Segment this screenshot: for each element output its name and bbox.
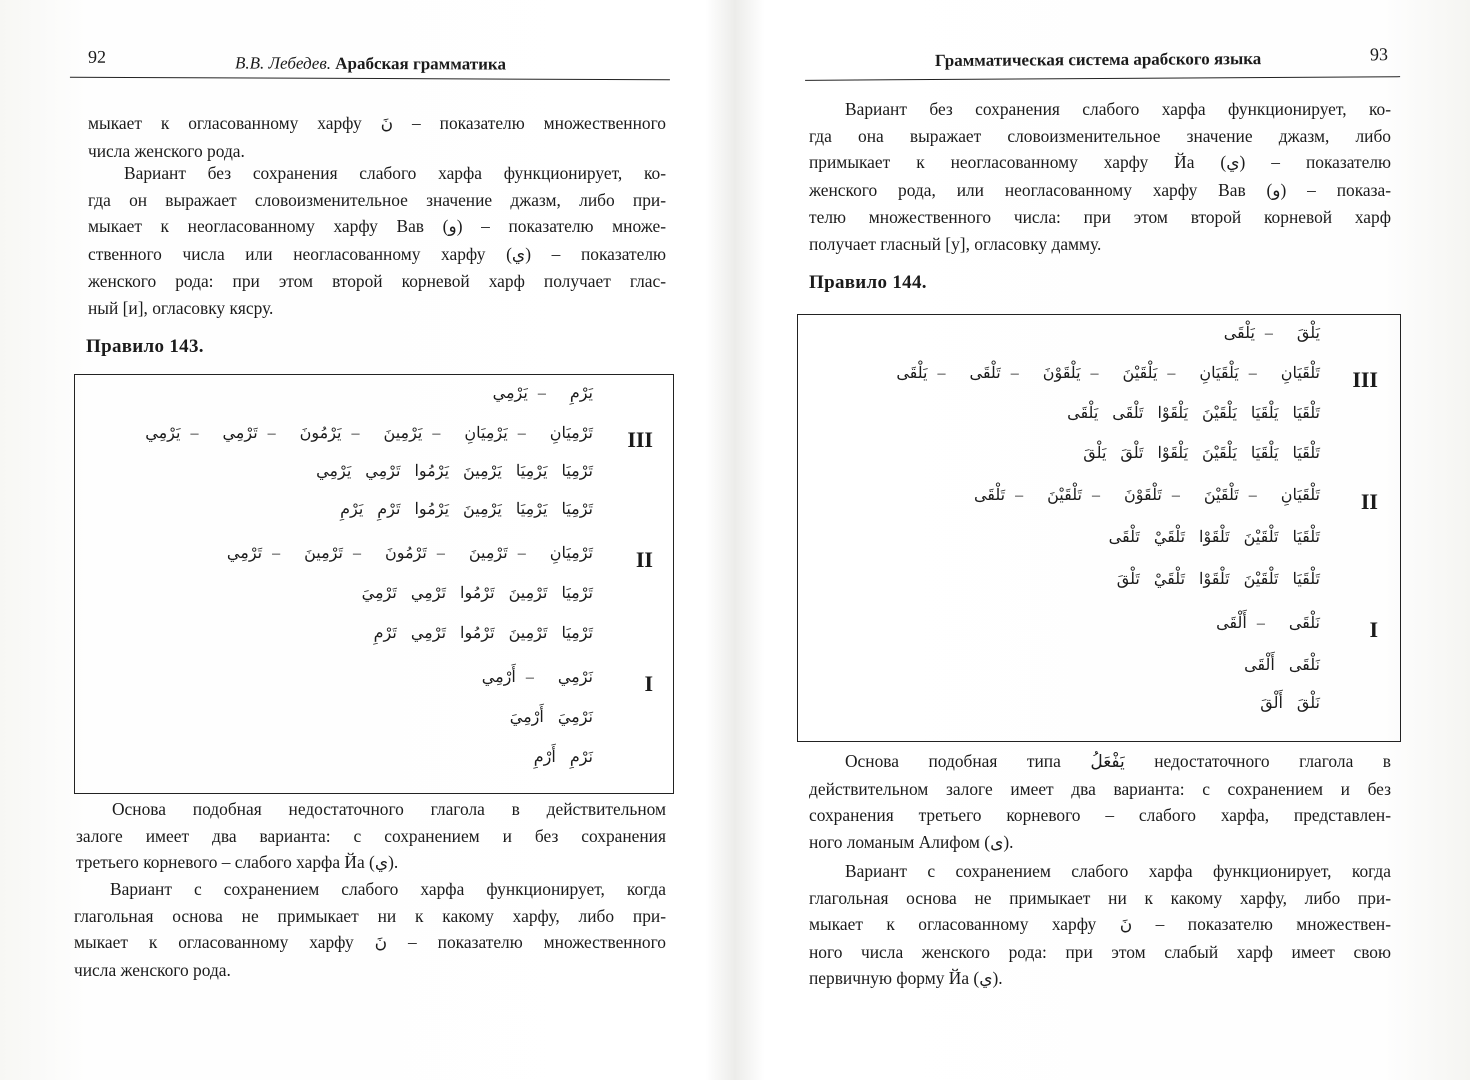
header-author: В.В. Лебедев. (234, 53, 332, 73)
text-run: гда она выражает словоизменительное значение джазм, либо (809, 125, 1391, 146)
verb-form: تَلْقَى (973, 487, 1006, 504)
left-page (70, 0, 670, 1080)
dash: – (352, 545, 361, 562)
verb-form: تَرْمِينَ (304, 545, 343, 562)
person-label: II (1360, 489, 1378, 514)
text-line (809, 829, 1391, 857)
text-run: Вариант с сохранением слабого харфа функционирует, когда (110, 879, 666, 899)
verb-form: تَرْمِيَا (561, 625, 593, 642)
verb-form: تَرْمِيَانِ (549, 425, 593, 442)
text-run: Вариант без сохранения слабого харфа функционирует, ко- (124, 163, 666, 183)
verb-form: تَلْقَيْ (1153, 571, 1186, 588)
paradigm-row (1069, 443, 1320, 463)
dash: – (1167, 365, 1176, 382)
verb-form: تَلْقَوْا (1199, 571, 1230, 588)
verb-form: يَرْمِينَ (463, 463, 502, 480)
dash: – (432, 425, 441, 442)
verb-form: تَرْمُونَ (384, 545, 427, 562)
paradigm-row (1202, 613, 1320, 633)
dash: – (1248, 365, 1257, 382)
text-run: числа женского рода. (88, 140, 245, 161)
verb-form: أَلْقَى (1244, 657, 1275, 674)
text-line (88, 160, 666, 187)
dash: – (525, 669, 534, 686)
text-run: Вариант без сохранения слабого харфа функционирует, ко- (845, 99, 1391, 119)
text-run: – показателю множествен- (1132, 914, 1392, 934)
dash: – (517, 425, 526, 442)
text-run: третьего корневого – слабого харфа Йа ( (76, 852, 375, 872)
verb-form: أَلْقَى (1216, 615, 1247, 632)
text-run: глагольная основа не примыкает ни к какому харфу, либо при- (74, 905, 666, 926)
verb-form: تَرْمِينَ (508, 585, 548, 602)
verb-form: يَلْقَ (1083, 445, 1107, 462)
paradigm-row (326, 499, 593, 519)
verb-form: يَرْمِ (569, 385, 593, 402)
text-line (809, 965, 1391, 993)
arabic-insert: ي (1226, 153, 1240, 173)
text-run: Основа подобная недостаточного глагола в действительном (112, 799, 666, 819)
text-run: ). (992, 968, 1003, 988)
text-line (809, 911, 1391, 939)
text-run: женского рода: при этом второй корневой харф получает глас- (88, 271, 666, 291)
verb-form: تَرْمُوا (460, 625, 495, 642)
verb-form: تَرْمِينَ (508, 625, 548, 642)
verb-form: تَلْقَيْ (1153, 529, 1186, 546)
arabic-insert: نَ (374, 933, 388, 953)
dash: – (1090, 365, 1099, 382)
rule-144-title: Правило 144. (809, 272, 927, 293)
text-line (809, 149, 1391, 177)
right-para-1 (809, 96, 1391, 257)
verb-form: يَلْقَ (1296, 325, 1320, 342)
arabic-insert: نَ (380, 114, 394, 134)
dash: – (190, 425, 199, 442)
arabic-insert: ي (979, 969, 993, 989)
verb-form: تَرْمِي (410, 625, 447, 642)
right-running-header (805, 42, 1400, 81)
text-run: недостаточного глагола в (1124, 751, 1391, 771)
text-run: глагольная основа не примыкает ни к какому харфу, либо при- (809, 887, 1391, 908)
verb-form: نَلْقَى (1288, 615, 1320, 632)
verb-form: يَلْقَوْا (1157, 405, 1189, 422)
verb-form: أَرْمِي (481, 669, 516, 686)
verb-form: تَرْمِي (222, 425, 258, 442)
verb-form: تَرْمِيَا (561, 463, 593, 480)
verb-form: تَرْمِي (410, 585, 447, 602)
paradigm-row (960, 485, 1320, 505)
verb-form: تَلْقَوْا (1199, 529, 1230, 546)
verb-form: يَلْقَيْنَ (1202, 445, 1237, 462)
text-run: телю множественного числа: при этом второй корневой харф (809, 207, 1391, 227)
text-line (809, 123, 1391, 150)
paradigm-row (520, 747, 593, 767)
verb-form: يَلْقَيْنَ (1202, 405, 1237, 422)
verb-form: تَلْقَيَانِ (1280, 365, 1320, 382)
dash: – (436, 545, 445, 562)
paradigm-row (131, 423, 593, 443)
verb-form: تَلْقَوْنَ (1123, 487, 1162, 504)
paradigm-row (496, 707, 593, 727)
text-run: мыкает к огласованному харфу (809, 914, 1120, 934)
header-book-title: Арабская грамматика (335, 53, 507, 74)
arabic-insert: ي (511, 244, 526, 265)
text-line (809, 748, 1391, 776)
text-run: числа женского рода. (74, 959, 231, 980)
text-run: ственного числа или неогласованному харфу ( (88, 243, 512, 264)
text-run: первичную форму Йа ( (809, 968, 980, 988)
dash: – (1248, 487, 1257, 504)
dash: – (1171, 487, 1180, 504)
arabic-insert: و (448, 217, 457, 237)
dash: – (1015, 487, 1024, 504)
verb-form: نَلْقَ (1296, 695, 1320, 712)
text-line (809, 858, 1391, 885)
verb-form: تَلْقَيْنَ (1047, 487, 1082, 504)
verb-form: يَلْقَوْنَ (1042, 365, 1081, 382)
text-run: – показателю множественного (393, 113, 667, 133)
verb-form: تَرْمُوا (460, 585, 495, 602)
paradigm-row (1053, 403, 1320, 423)
paradigm-row (1103, 569, 1320, 589)
text-line (809, 204, 1391, 231)
text-run: ) – показателю (1239, 152, 1391, 172)
text-line (76, 796, 666, 823)
dash: – (1264, 325, 1273, 342)
verb-form: تَلْقَيَانِ (1280, 487, 1320, 504)
verb-form: يَلْقَى (1223, 325, 1255, 342)
verb-form: يَلْقَيَا (1250, 445, 1279, 462)
verb-form: يَلْقَيْنَ (1122, 365, 1158, 382)
verb-form: تَرْمِيَانِ (549, 545, 593, 562)
text-line (88, 295, 666, 322)
text-run: ) – показателю множе- (456, 216, 666, 236)
verb-form: تَرْمِينَ (468, 545, 508, 562)
verb-form: يَرْمِيَانِ (464, 425, 508, 442)
text-line (809, 802, 1391, 829)
paradigm-row (479, 383, 593, 403)
page-number: 93 (1369, 44, 1389, 65)
rule-143-title: Правило 143. (86, 336, 204, 357)
verb-form: تَلْقَيْنَ (1243, 571, 1279, 588)
text-line (88, 241, 666, 269)
verb-form: يَلْقَيَا (1250, 405, 1279, 422)
running-title (235, 53, 506, 74)
left-para-2 (88, 160, 666, 321)
verb-form: نَرْمِيَ (557, 709, 593, 726)
paradigm-row (1230, 655, 1320, 675)
paradigm-row (1246, 693, 1320, 713)
arabic-insert: ى (990, 832, 1004, 853)
paradigm-row (882, 363, 1320, 383)
verb-form: يَرْمِينَ (463, 501, 502, 518)
text-run: мыкает к огласованному харфу (88, 113, 381, 133)
verb-form: يَلْقَيَانِ (1199, 365, 1239, 382)
verb-form: يَرْمِي (316, 463, 352, 480)
paradigm-row (1095, 527, 1320, 547)
paradigm-row (302, 461, 593, 481)
verb-form: تَلْقَ (1116, 571, 1140, 588)
paradigm-row (213, 543, 593, 563)
dash: – (1010, 365, 1019, 382)
text-line (809, 776, 1391, 803)
text-run: женского рода, или неогласованному харфу Вав ( (809, 179, 1273, 200)
verb-form: نَرْمِ (569, 749, 593, 766)
text-line (88, 110, 666, 138)
verb-form: نَرْمِي (557, 669, 593, 686)
left-para-4 (74, 876, 666, 983)
verb-form: يَرْمِيَا (515, 501, 548, 518)
text-line (88, 187, 666, 214)
verb-form: أَرْمِ (533, 749, 556, 766)
running-title: Грамматическая система арабского языка (934, 49, 1262, 71)
text-run: мыкает к неогласованному харфу Вав ( (88, 216, 449, 236)
verb-form: تَلْقَ (1120, 445, 1144, 462)
verb-form: يَلْقَوْا (1157, 445, 1189, 462)
text-run: ). (388, 852, 399, 872)
text-run: ного числа женского рода: при этом слабый харф имеет свою (809, 941, 1391, 962)
verb-form: تَلْقَى (1112, 405, 1144, 422)
verb-form: تَرْمِيَا (561, 585, 593, 602)
verb-form: يَرْمِي (492, 385, 528, 402)
verb-form: يَرْمُوا (414, 463, 450, 480)
text-run: ного ломаным Алифом ( (809, 831, 991, 852)
verb-form: تَرْمِي (365, 463, 401, 480)
verb-form: تَلْقَى (969, 365, 1001, 382)
verb-form: تَلْقَيَا (1292, 529, 1320, 546)
text-line (88, 213, 666, 241)
dash: – (351, 425, 360, 442)
arabic-insert: ي (374, 853, 389, 873)
verb-form: يَرْمُوا (414, 501, 450, 518)
verb-form: يَلْقَى (896, 365, 928, 382)
text-line (74, 903, 666, 930)
text-run: действительном залоге имеет два варианта: с сохранением и без (809, 778, 1391, 799)
text-line (76, 849, 666, 877)
text-line (74, 929, 666, 957)
text-line (76, 823, 666, 850)
verb-form: تَلْقَيْنَ (1203, 487, 1239, 504)
dash: – (517, 545, 526, 562)
verb-form: يَرْمُونَ (299, 425, 342, 442)
text-run: мыкает к огласованному харфу (74, 932, 375, 952)
text-run: ) – показателю (525, 243, 666, 264)
text-line (809, 177, 1391, 205)
left-para-3 (76, 796, 666, 877)
verb-form: تَلْقَيَا (1292, 571, 1320, 588)
text-run: ный [и], огласовку кясру. (88, 297, 274, 318)
dash: – (537, 385, 546, 402)
verb-form: نَلْقَى (1288, 657, 1320, 674)
verb-form: تَرْمِي (226, 545, 263, 562)
text-run: примыкает к неогласованному харфу Йа ( (809, 152, 1227, 172)
verb-form: تَلْقَيَا (1292, 405, 1320, 422)
rule-144-table (797, 314, 1401, 742)
verb-form: تَلْقَى (1108, 529, 1140, 546)
rule-143-table (74, 374, 674, 794)
verb-form: يَرْمِ (340, 501, 364, 518)
text-run: Вариант с сохранением слабого харфа функционирует, когда (845, 861, 1391, 881)
dash: – (1256, 615, 1265, 632)
text-line (809, 885, 1391, 912)
person-label: II (635, 547, 653, 572)
paradigm-row (1210, 323, 1320, 343)
arabic-insert: و (1272, 180, 1281, 201)
verb-form: أَرْمِيَ (509, 709, 544, 726)
text-run: Основа подобная типа (845, 751, 1091, 771)
text-line (74, 957, 666, 984)
verb-form: تَرْمِيَا (561, 501, 593, 518)
verb-form: يَرْمِي (145, 425, 181, 442)
right-para-2 (809, 748, 1391, 856)
verb-form: يَرْمِينَ (383, 425, 423, 442)
dash: – (272, 545, 281, 562)
person-label: I (1369, 617, 1378, 642)
text-run: ). (1003, 831, 1014, 852)
text-run: получает гласный [у], огласовку дамму. (809, 233, 1102, 254)
verb-form: يَلْقَى (1067, 405, 1099, 422)
verb-form: تَرْمِ (377, 501, 401, 518)
arabic-insert: يَفْعَلُ (1090, 752, 1125, 772)
text-line (809, 939, 1391, 966)
text-run: – показателю множественного (387, 932, 667, 952)
left-para-1 (88, 110, 666, 164)
verb-form: يَرْمِيَا (515, 463, 548, 480)
text-run: ) – показа- (1280, 179, 1391, 200)
text-run: залоге имеет два варианта: с сохранением и без сохранения (76, 825, 666, 846)
verb-form: تَلْقَيْنَ (1243, 529, 1279, 546)
page-number: 92 (87, 46, 107, 67)
verb-form: أَلْقَ (1260, 695, 1283, 712)
paradigm-row (468, 667, 593, 687)
dash: – (267, 425, 276, 442)
arabic-insert: نَ (1119, 915, 1133, 935)
text-run: сохранения третьего корневого – слабого харфа, представлен- (809, 805, 1391, 825)
verb-form: تَرْمِيَ (361, 585, 397, 602)
right-para-3 (809, 858, 1391, 993)
person-label: III (1352, 367, 1378, 392)
person-label: I (644, 671, 653, 696)
person-label: III (627, 427, 653, 452)
right-page (805, 0, 1400, 1080)
verb-form: تَرْمِ (373, 625, 397, 642)
left-running-header (70, 43, 670, 81)
text-line (809, 96, 1391, 123)
paradigm-row (360, 623, 593, 643)
text-line (88, 268, 666, 295)
verb-form: تَلْقَيَا (1292, 445, 1320, 462)
dash: – (937, 365, 946, 382)
text-line (809, 231, 1391, 258)
paradigm-row (348, 583, 593, 603)
text-line (74, 876, 666, 903)
dash: – (1091, 487, 1100, 504)
text-run: гда он выражает словоизменительное значение джазм, либо при- (88, 189, 666, 210)
